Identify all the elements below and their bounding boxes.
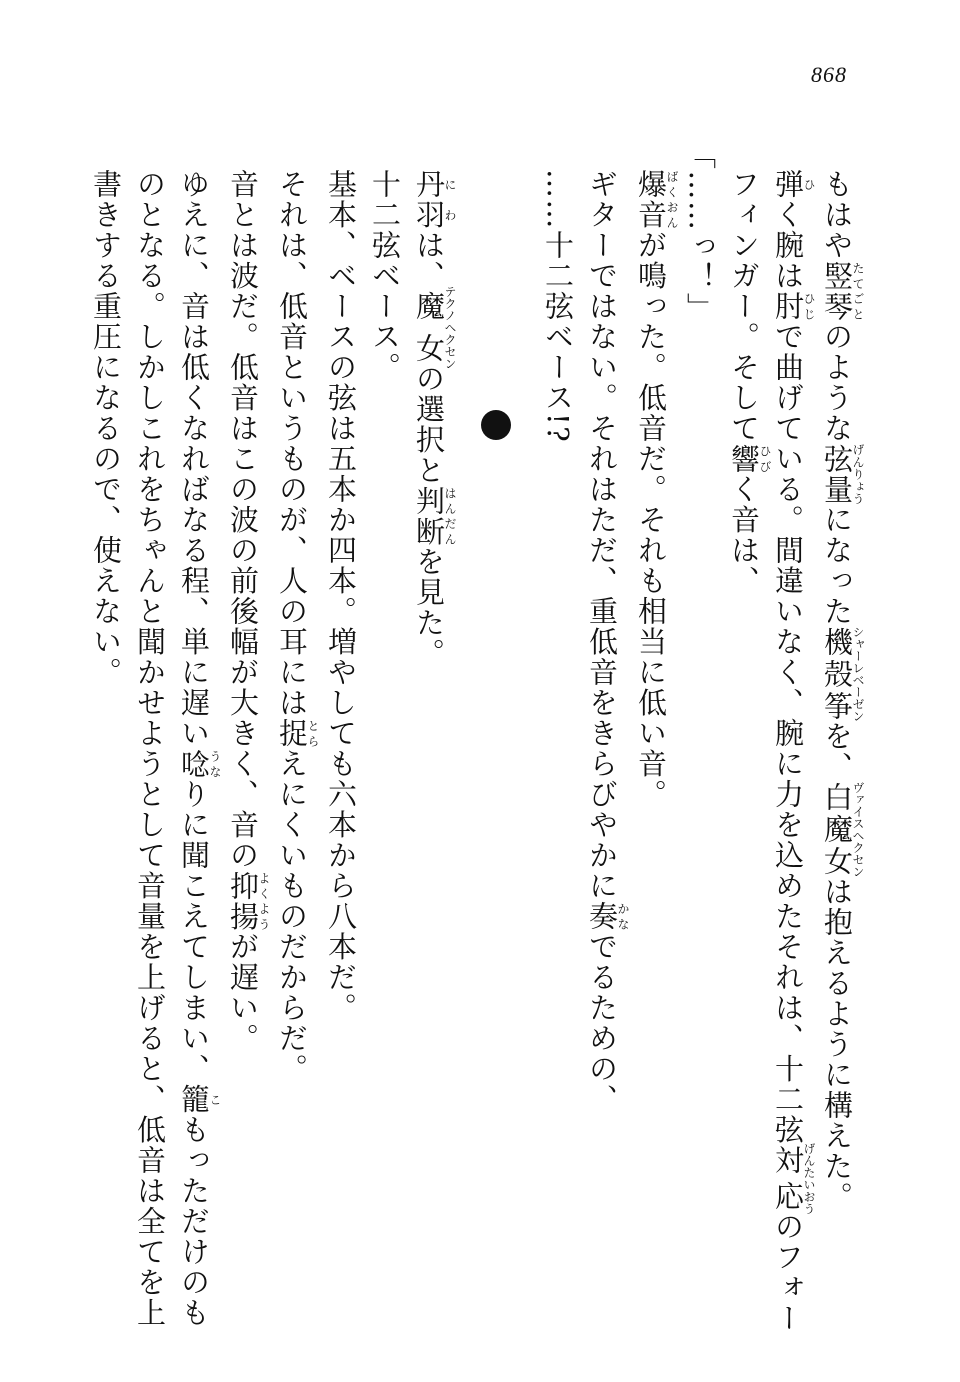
scene-break-gap <box>456 140 536 1350</box>
paragraph-10: それは、低音というものが、人の耳には捉とらえにくいものだからだ。 <box>275 169 320 1084</box>
paragraph-4: 爆音ばくおんが鳴った。低音だ。それも相当に低い音。 <box>634 169 679 810</box>
paragraph-8: 十二弦ベース。 <box>368 169 402 383</box>
paragraph-11: 音とは波だ。低音はこの波の前後幅が大きく、音の抑揚よくようが遅い。 <box>226 169 271 1054</box>
paragraph-5: ギターではない。それはただ、重低音をきらびやかに奏かなでるための、 <box>585 169 630 1115</box>
paragraph-9: 基本、ベースの弦は五本か四本。増やしても六本から八本だ。 <box>324 169 358 1023</box>
paragraph-6: ……十二弦ベース!? <box>541 169 575 444</box>
scene-break-dot <box>481 410 511 440</box>
page-number: 868 <box>811 62 847 87</box>
paragraph-1: もはや竪琴たてごとのような弦量げんりょうになった機殻筝シャーレベーゼンを、白魔女ヴァイスヘクセンは抱えるように構えた。 <box>820 169 865 1212</box>
paragraph-3-dialogue: 「……っ！」 <box>683 140 717 323</box>
paragraph-7: 丹羽にわは、魔女テクノヘクセンの選択と判断はんだんを見た。 <box>412 169 457 669</box>
vertical-text-body <box>84 140 864 1350</box>
paragraph-12: ゆえに、音は低くなればなる程、単に遅い唸うなりに聞こえてしまい、籠こもっただけのものとなる。しかしこれをちゃんと聞かせようとして音量を上げると、低音は全てを上書きする重圧になるので、使えない。 <box>89 169 222 1328</box>
paragraph-2: 弾ひく腕は肘ひじで曲げている。間違いなく、腕に力を込めたそれは、十二弦対応げんたいおうのフォーフィンガー。そして響ひびく音は、 <box>727 169 816 1334</box>
